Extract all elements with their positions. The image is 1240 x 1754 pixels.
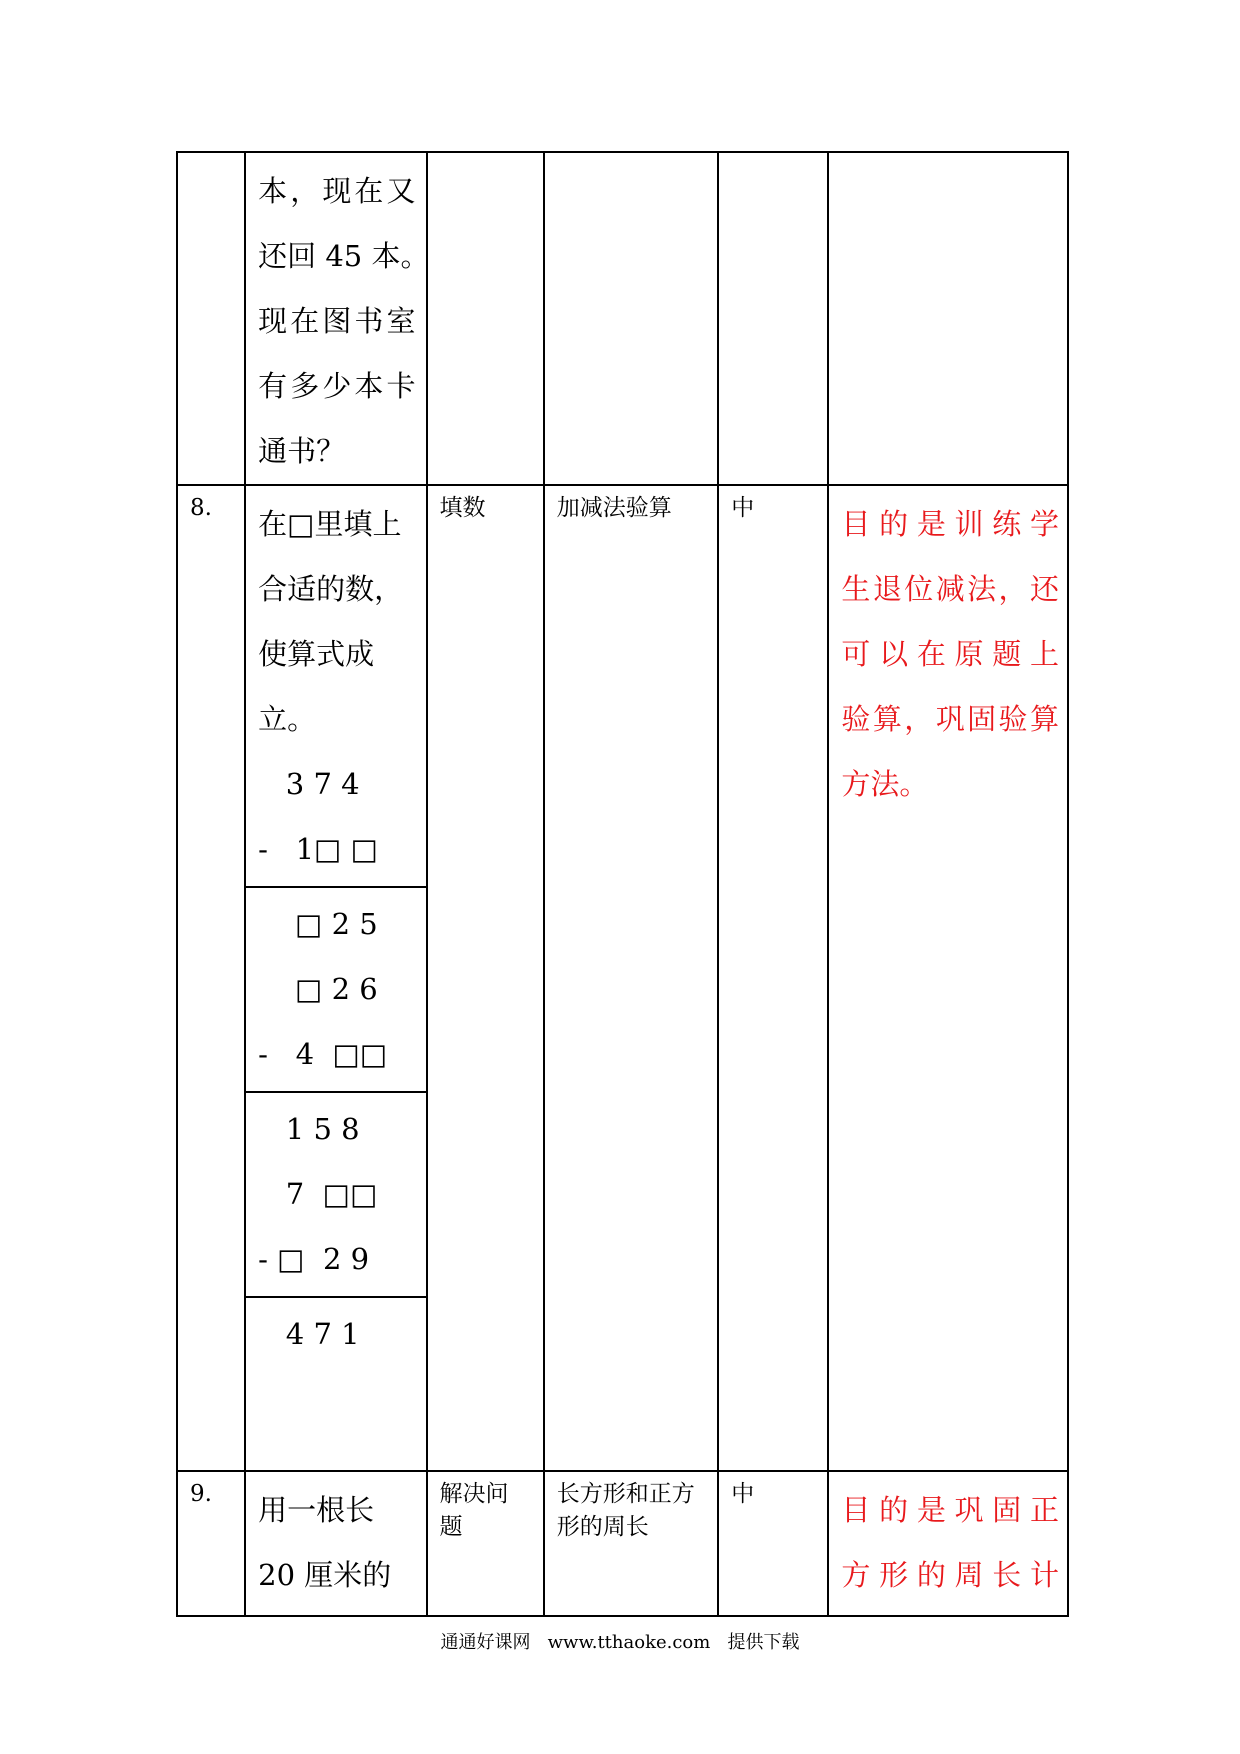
item-number-cell <box>177 485 245 1471</box>
knowledge-cell <box>544 152 718 485</box>
calc-rule <box>246 886 425 888</box>
question-cell <box>245 1471 426 1616</box>
item-number-cell <box>177 1471 245 1616</box>
purpose-line: 目的是巩固正 <box>841 1493 1059 1527</box>
question-cell <box>245 485 426 1471</box>
table-row <box>177 152 1068 485</box>
question-line: 合适的数， <box>258 572 404 606</box>
calc-line: - 4 □□ <box>258 1037 388 1071</box>
knowledge-point: 形的周长 <box>556 1514 649 1540</box>
exercise-table <box>176 151 1069 1617</box>
calc-line: - 1□ □ <box>258 832 379 866</box>
type-cell <box>427 485 544 1471</box>
purpose-cell <box>828 152 1068 485</box>
difficulty-cell <box>718 1471 828 1616</box>
calc-result: 1 5 8 <box>258 1112 360 1146</box>
question-type: 解决问 <box>439 1481 509 1507</box>
question-line: 有多少本卡 <box>258 369 416 403</box>
knowledge-point: 长方形和正方 <box>556 1481 695 1507</box>
difficulty-level: 中 <box>731 495 755 521</box>
table-row <box>177 485 1068 1471</box>
calc-rule <box>246 1296 425 1298</box>
page-footer: 通通好课网 www.tthaoke.com 提供下载 <box>440 1632 800 1653</box>
table-row <box>177 1471 1068 1616</box>
item-number-cell <box>177 152 245 485</box>
difficulty-cell <box>718 152 828 485</box>
knowledge-cell <box>544 485 718 1471</box>
question-line: 本，现在又 <box>258 174 416 208</box>
question-cell <box>245 152 430 485</box>
question-line: 用一根长 <box>258 1493 375 1527</box>
knowledge-cell <box>544 1471 718 1616</box>
question-type: 题 <box>439 1514 463 1540</box>
item-number: 8. <box>190 495 212 521</box>
question-line: 立。 <box>258 702 317 736</box>
purpose-line: 生退位减法，还 <box>841 572 1059 606</box>
purpose-cell <box>828 485 1068 1471</box>
calc-rule <box>246 1091 425 1093</box>
question-line: 20 厘米的 <box>258 1558 392 1592</box>
type-cell <box>427 1471 544 1616</box>
question-line: 还回 45 本。 <box>258 239 430 273</box>
purpose-line: 方法。 <box>841 767 929 801</box>
question-type: 填数 <box>439 495 486 521</box>
calc-line: 7 □□ <box>258 1177 378 1211</box>
purpose-cell <box>828 1471 1068 1616</box>
difficulty-level: 中 <box>731 1481 755 1507</box>
purpose-line: 可以在原题上 <box>841 637 1059 671</box>
question-line: 通书？ <box>258 434 346 468</box>
purpose-line: 目的是训练学 <box>841 507 1059 541</box>
purpose-line: 方形的周长计 <box>841 1558 1059 1592</box>
item-number: 9. <box>190 1481 212 1507</box>
question-line: 使算式成 <box>258 637 375 671</box>
calc-line: □ 2 6 <box>258 972 378 1006</box>
calc-line: 3 7 4 <box>258 767 360 801</box>
knowledge-point: 加减法验算 <box>556 495 672 521</box>
purpose-line: 验算，巩固验算 <box>841 702 1059 736</box>
type-cell <box>427 152 544 485</box>
calc-result: □ 2 5 <box>258 907 378 941</box>
difficulty-cell <box>718 485 828 1471</box>
question-line: 现在图书室 <box>258 304 416 338</box>
question-line: 在□里填上 <box>258 507 402 541</box>
calc-result: 4 7 1 <box>258 1317 360 1351</box>
calc-line: - □ 2 9 <box>258 1242 370 1276</box>
